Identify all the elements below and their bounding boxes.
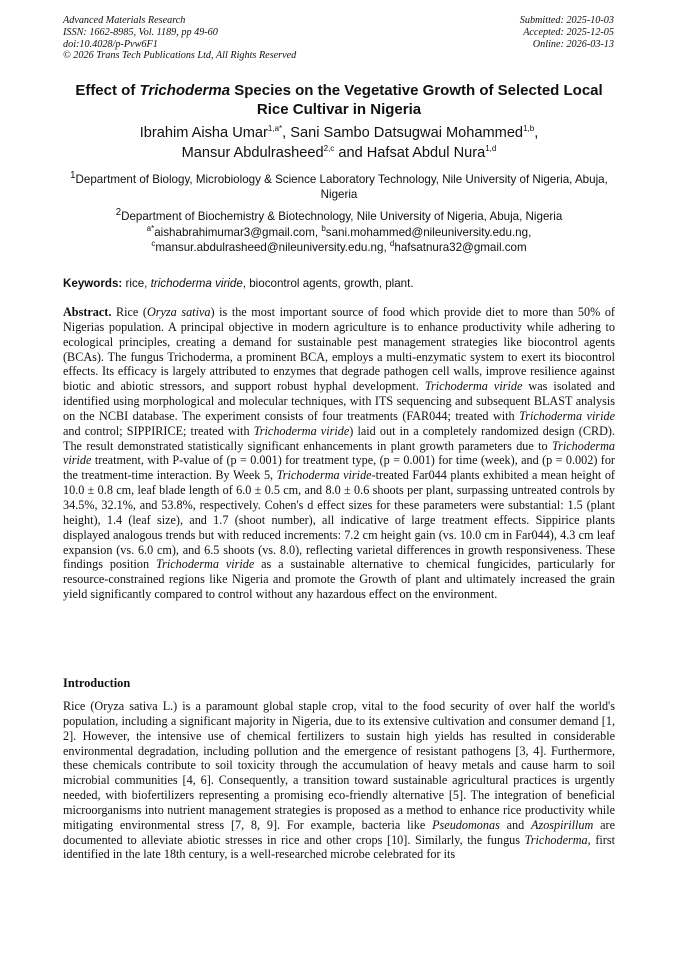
- text-run: -treated Far044 plants exhibited a mean height of 10.0 ± 0.8 cm, leaf blade length of 6.0 ± 0.5 cm, and 8.0 ± 0.6 shoots per plant, surpassing untreated controls by 34.5%, 32.1%, and 53.8%, respectively. Cohen's d effect sizes for these parameters were substantial: 1.5 (plant height), 1.4 (leaf size), and 1.7 (shoot number), all indicative of large treatment effects. Sippirice plants displayed analogous trends but with reduced increments: 7.2 cm height gain (vs. 10.0 cm in Far044), 4.3 cm leaf expansion (vs. 6.0 cm), and 6.5 shoots (vs. 8.0), reflecting varietal differences in growth responsiveness. These findings position: [63, 468, 615, 572]
- online-date: Online: 2026-03-13: [532, 38, 614, 50]
- italic-term: Trichoderma: [524, 832, 588, 847]
- text-run: ) laid out in a completely randomized design (CRD). The result demonstrated statistically significant enhancements in plant growth parameters due to: [63, 423, 615, 453]
- email: aishabrahimumar3@gmail.com: [154, 226, 315, 239]
- affiliation-1: $^1$Department of Biology, Microbiology & Science Laboratory Technology, Nile University of Nigeria, Abuja, Nigeria: [70, 170, 608, 202]
- italic-term: Trichoderma viride: [155, 557, 255, 572]
- italic-term: Oryza sativa: [146, 305, 211, 319]
- abstract-label: Abstract.: [63, 305, 112, 319]
- text-run: rice,: [122, 277, 151, 290]
- author-list: Ibrahim Aisha Umar$^{1,a*}$, Sani Sambo Datsugwai Mohammed$^{1,b}$, Mansur Abdulrasheed$^{2,c}$ and Hafsat Abdul Nura$^{1,d}$: [139, 124, 539, 161]
- email: sani.mohammed@nileuniversity.edu.ng: [325, 226, 529, 239]
- text-run: as a sustainable alternative to chemical fungicides, particularly for resource-constrained regions like Nigeria and promote the Growth of plant and ultimately increased the grain yield significantly compared to control without any hazardous effect on the environment.: [63, 557, 615, 602]
- text-run: was isolated and identified using morphological and molecular techniques, with ITS sequencing and subsequent BLAST analysis on the NCBI database. The experiment consists of four treatments (FAR044; treated with: [63, 379, 615, 423]
- author-emails: $^{a*}$aishabrahimumar3@gmail.com, $^b$sani.mohammed@nileuniversity.edu.ng, $^c$mansur.abdulrasheed@nileuniversity.edu.ng, $^d$hafsatnura32@gmail.com: [146, 224, 532, 255]
- email: hafsatnura32@gmail.com: [394, 241, 527, 255]
- author-name: Ibrahim Aisha Umar: [139, 125, 268, 141]
- italic-term: Trichoderma viride: [519, 408, 615, 423]
- journal-issn: ISSN: 1662-8985, Vol. 1189, pp 49-60: [63, 26, 218, 38]
- text-run: ) is the most important source of food which provide diet to more than 50% of Nigerias population. A principal objective in modern agriculture is to enhance productivity while adhering to ecological principles, creating a demand for sustainable pest management strategies like biocontrol agents (BCAs). The fungus Trichoderma, a prominent BCA, employs a multi-enzymatic system to exert its biocontrol effects. Its efficacy is largely attributed to enzymes that degrade pathogen cell walls, improve resilience against biotic and abiotic stressors, and support robust hyphal development.: [63, 305, 615, 394]
- text-run: Rice (: [111, 305, 147, 319]
- italic-term: Pseudomonas: [432, 817, 500, 832]
- paper-title: Effect of Trichoderma Species on the Vegetative Growth of Selected Local Rice Cultivar in Nigeria: [75, 82, 603, 118]
- italic-term: Trichoderma viride: [253, 423, 350, 438]
- text-run: and: [499, 817, 532, 832]
- italic-term: Trichoderma viride: [276, 468, 372, 483]
- journal-name: Advanced Materials Research: [63, 15, 186, 26]
- text-run: Rice (Oryza sativa L.) is a paramount global staple crop, vital to the food security of over half the world's population, including a significant majority in Nigeria, due to its extensive cultivation and consumer demand [1, 2]. However, the intensive use of chemical fertilizers to sustain high yields has resulted in considerable environmental degradation, including pollution and the emergence of resistant pathogens [3, 4]. Furthermore, these chemicals contribute to soil toxicity through the accumulation of heavy metals and cause harm to soil microbial communities [4, 6]. Consequently, a transition toward sustainable agricultural practices is urgently needed, with biofertilizers representing a promising eco-friendly alternative [5]. The integration of beneficial microorganisms into nutrient management strategies is proposed as a method to enhance rice productivity while mitigating environmental stress [7, 8, 9]. For example, bacteria like: [63, 699, 615, 832]
- introduction-body: [63, 699, 615, 862]
- email: mansur.abdulrasheed@nileuniversity.edu.ng: [155, 241, 384, 255]
- accepted-date: Accepted: 2025-12-05: [523, 26, 614, 38]
- italic-term: Azospirillum: [531, 817, 594, 832]
- journal-copyright: © 2026 Trans Tech Publications Ltd, All Rights Reserved: [63, 50, 297, 62]
- author-name: Mansur Abdulrasheed: [181, 144, 324, 161]
- italic-term: Trichoderma viride: [424, 379, 523, 394]
- submitted-date: Submitted: 2025-10-03: [519, 15, 614, 26]
- text-run: , biocontrol agents, growth, plant.: [242, 277, 414, 290]
- journal-doi: doi:10.4028/p-Pvw6F1: [63, 38, 158, 50]
- italic-term: trichoderma viride: [150, 277, 243, 290]
- introduction-heading: Introduction: [63, 676, 131, 690]
- text-run: and control; SIPPIRICE; treated with: [63, 423, 254, 438]
- author-name: Hafsat Abdul Nura: [366, 144, 486, 161]
- journal-info: [63, 15, 296, 62]
- author-name: Sani Sambo Datsugwai Mohammed: [290, 125, 524, 141]
- abstract: [63, 305, 615, 602]
- text-run: , first identified in the late 18th century, is a well-researched microbe celebrated for its: [63, 832, 615, 862]
- italic-term: Trichoderma viride: [63, 438, 615, 468]
- affiliation-2: $^2$Department of Biochemistry & Biotechnology, Nile University of Nigeria, Abuja, Nigeria: [115, 207, 563, 223]
- text-run: are documented to alleviate abiotic stresses in rice and other crops [10]. Similarly, the fungus: [63, 817, 615, 847]
- text-run: treatment, with P-value of (p = 0.001) for treatment type, (p = 0.001) for time (week), and (p = 0.002) for the treatment-time interaction. By Week 5,: [63, 453, 615, 483]
- keywords: [63, 276, 615, 291]
- submission-dates: [520, 15, 614, 50]
- keywords-label: Keywords:: [63, 277, 123, 290]
